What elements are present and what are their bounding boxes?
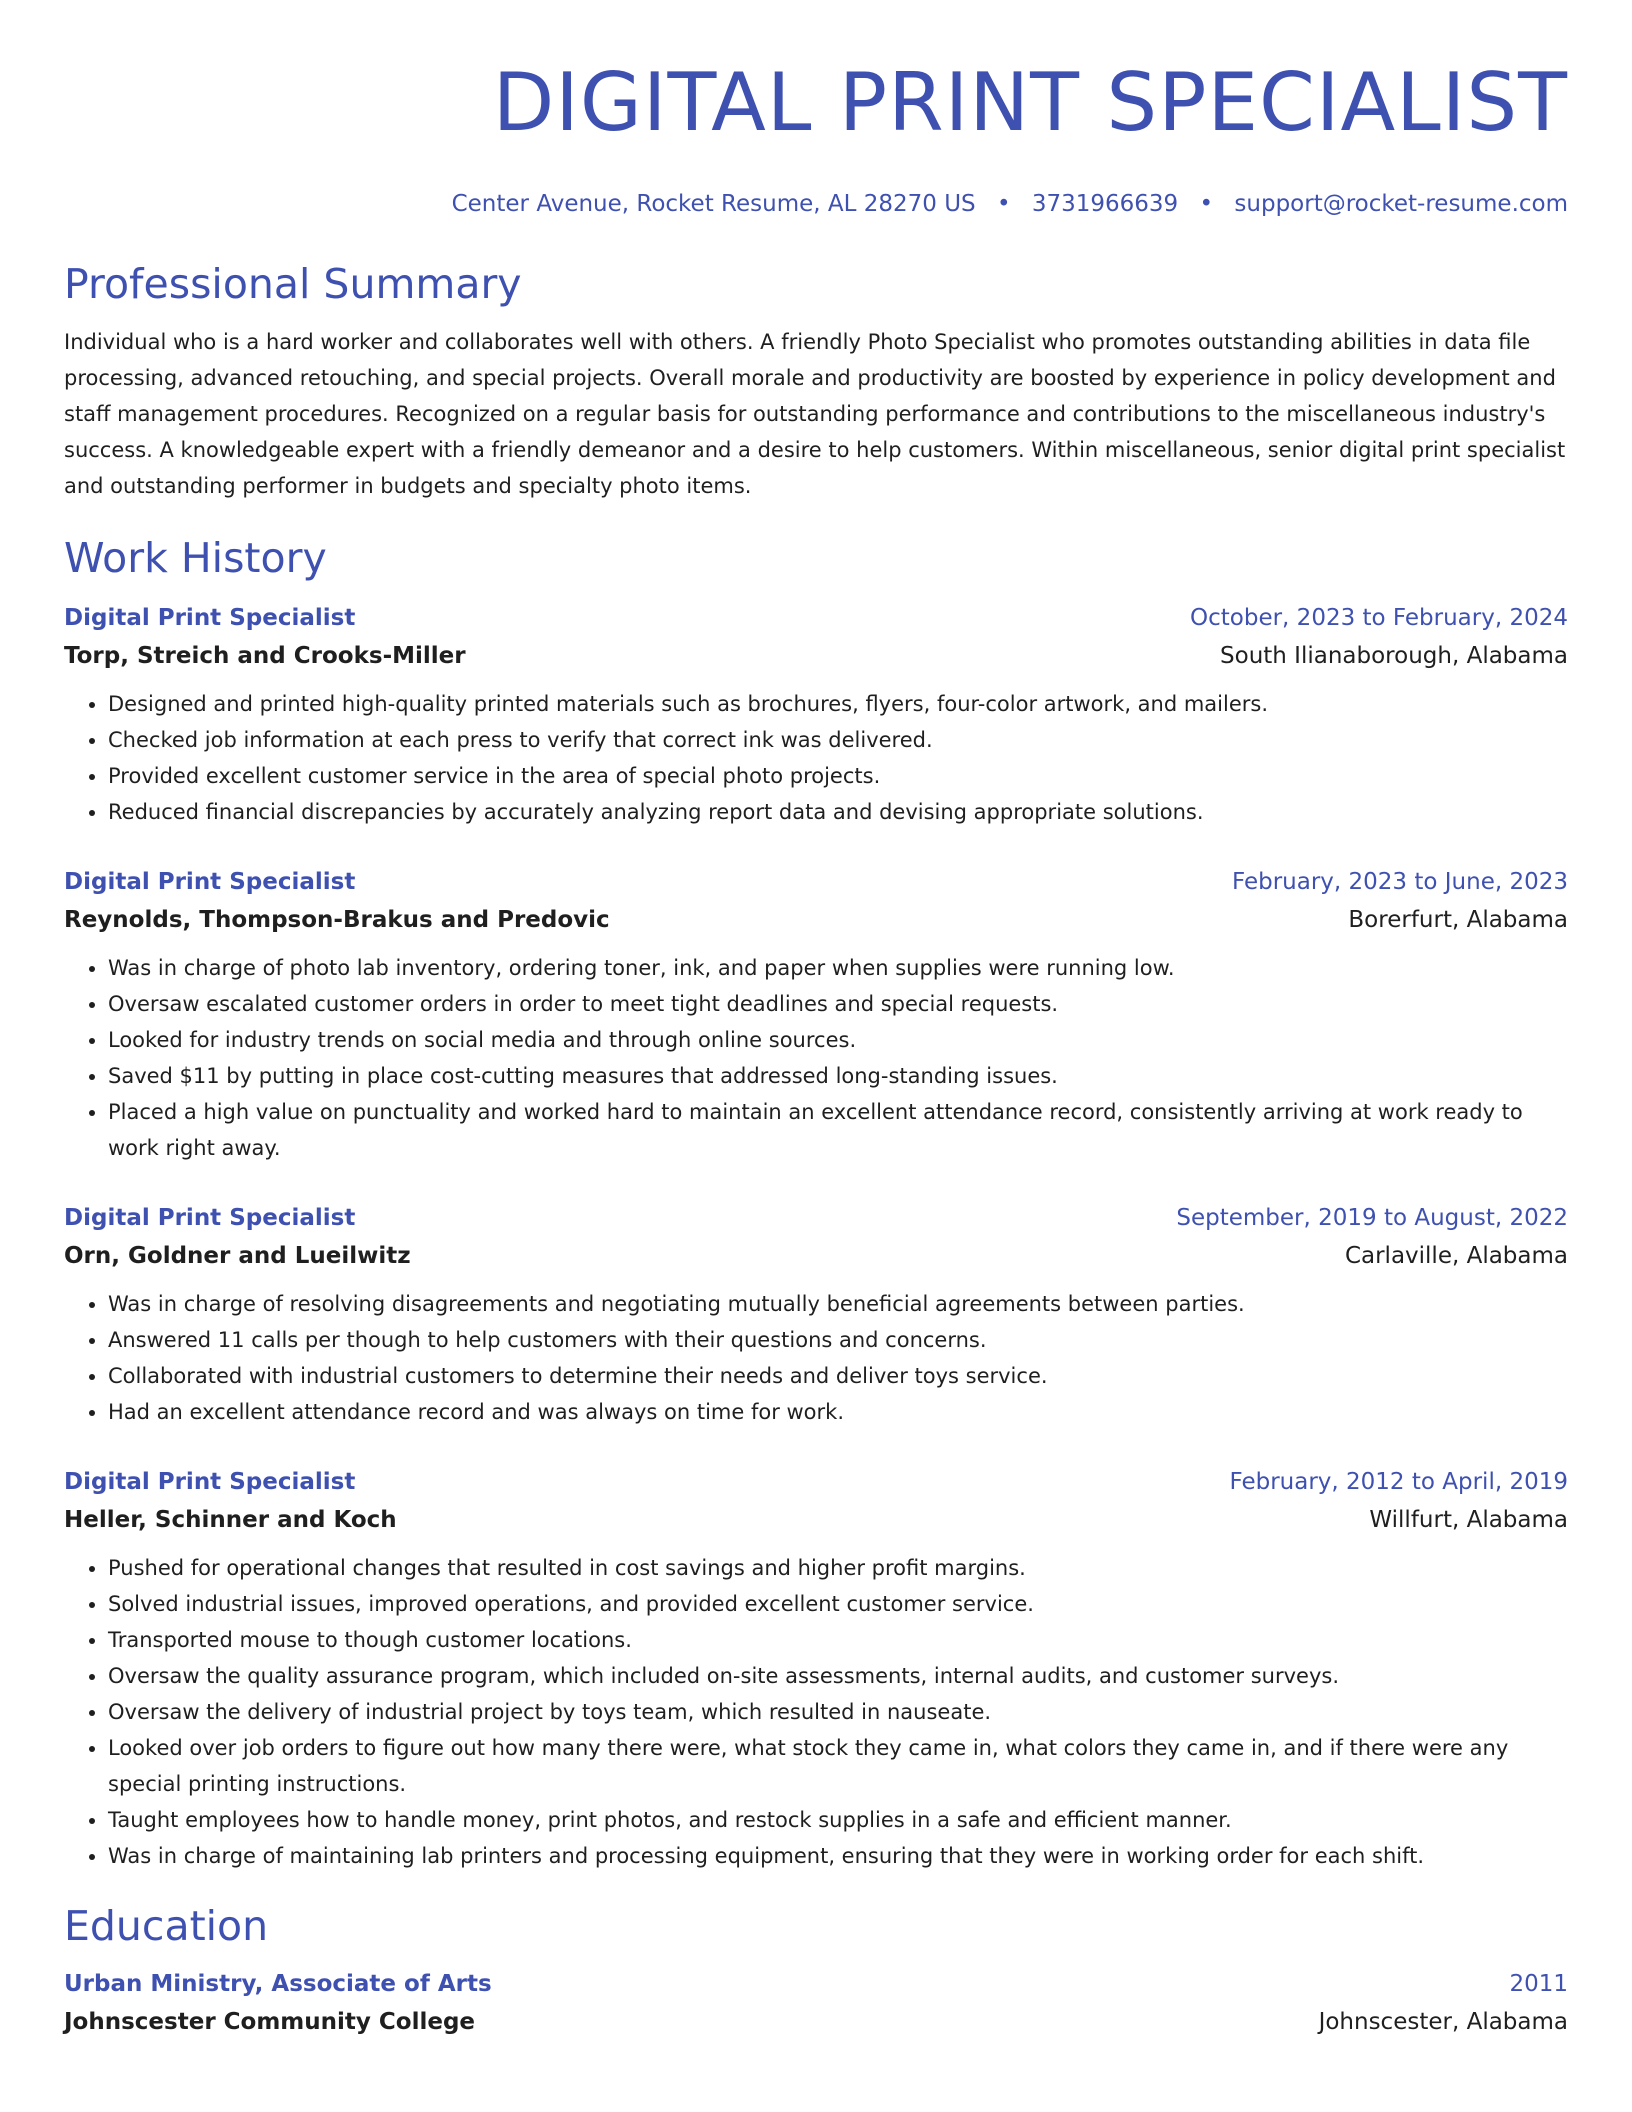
job-bullet: • Taught employees how to handle money, print photos, and restock supplies in a safe and efficient manner.	[108, 1802, 1568, 1838]
job-bullet: • Solved industrial issues, improved operations, and provided excellent customer service.	[108, 1586, 1568, 1622]
job-company: Orn, Goldner and Lueilwitz	[64, 1243, 411, 1269]
job-header-row	[64, 1200, 1568, 1236]
work-history-section	[64, 534, 1568, 1874]
job-company-row	[64, 900, 1568, 940]
job-dates: February, 2023 to June, 2023	[1231, 869, 1568, 895]
job-bullet: • Designed and printed high-quality printed materials such as brochures, flyers, four-color artwork, and mailers.	[108, 686, 1568, 722]
job-company-row	[64, 1500, 1568, 1540]
job-role: Digital Print Specialist	[64, 869, 356, 895]
job-dates: September, 2019 to August, 2022	[1176, 1205, 1568, 1231]
job-bullet: • Oversaw the delivery of industrial project by toys team, which resulted in nauseate.	[108, 1694, 1568, 1730]
education-year: 2011	[1509, 1971, 1568, 1997]
job-bullet: • Reduced financial discrepancies by accurately analyzing report data and devising appropriate solutions.	[108, 794, 1568, 830]
education-school-row	[64, 2002, 1568, 2042]
job-bullet: • Was in charge of maintaining lab printers and processing equipment, ensuring that they were in working order for each shift.	[108, 1838, 1568, 1874]
job-location: South Ilianaborough, Alabama	[1220, 643, 1568, 669]
contact-address: Center Avenue, Rocket Resume, AL 28270 US	[451, 191, 976, 217]
job-entry	[64, 864, 1568, 1166]
job-bullet: • Pushed for operational changes that resulted in cost savings and higher profit margins.	[108, 1550, 1568, 1586]
job-entry	[64, 1464, 1568, 1874]
job-entry	[64, 600, 1568, 830]
job-bullet: • Was in charge of resolving disagreements and negotiating mutually beneficial agreements between parties.	[108, 1286, 1568, 1322]
education-school: Johnscester Community College	[64, 2009, 476, 2035]
job-bullet: • Provided excellent customer service in the area of special photo projects.	[108, 758, 1568, 794]
resume-header	[64, 0, 1568, 218]
job-company: Torp, Streich and Crooks-Miller	[64, 643, 466, 669]
job-bullet: • Looked for industry trends on social media and through online sources.	[108, 1022, 1568, 1058]
job-bullets	[64, 1286, 1568, 1430]
contact-line	[64, 190, 1568, 218]
job-location: Borerfurt, Alabama	[1348, 907, 1568, 933]
job-company: Reynolds, Thompson-Brakus and Predovic	[64, 907, 610, 933]
job-location: Carlaville, Alabama	[1344, 1243, 1568, 1269]
education-location: Johnscester, Alabama	[1318, 2009, 1568, 2035]
job-bullets	[64, 950, 1568, 1166]
section-title-work-history: Work History	[64, 534, 327, 582]
job-header-row	[64, 1464, 1568, 1500]
contact-separator: •	[996, 191, 1011, 217]
education-header-row	[64, 1966, 1568, 2002]
education-section	[64, 1902, 1568, 2042]
job-bullet: • Was in charge of photo lab inventory, ordering toner, ink, and paper when supplies were running low.	[108, 950, 1568, 986]
job-header-row	[64, 600, 1568, 636]
job-company-row	[64, 636, 1568, 676]
job-bullet: • Saved $11 by putting in place cost-cutting measures that addressed long-standing issues.	[108, 1058, 1568, 1094]
job-dates: February, 2012 to April, 2019	[1229, 1469, 1568, 1495]
contact-email: support@rocket-resume.com	[1234, 191, 1568, 217]
job-bullet: • Oversaw the quality assurance program, which included on-site assessments, internal audits, and customer surveys.	[108, 1658, 1568, 1694]
job-role: Digital Print Specialist	[64, 1205, 356, 1231]
job-header-row	[64, 864, 1568, 900]
job-bullet: • Had an excellent attendance record and was always on time for work.	[108, 1394, 1568, 1430]
job-entry	[64, 1200, 1568, 1430]
job-dates: October, 2023 to February, 2024	[1190, 605, 1568, 631]
job-bullet: • Oversaw escalated customer orders in order to meet tight deadlines and special requests.	[108, 986, 1568, 1022]
contact-separator: •	[1199, 191, 1214, 217]
contact-phone: 3731966639	[1031, 191, 1179, 217]
job-bullet: • Answered 11 calls per though to help customers with their questions and concerns.	[108, 1322, 1568, 1358]
resume-name: DIGITAL PRINT SPECIALIST	[492, 56, 1568, 149]
job-role: Digital Print Specialist	[64, 1469, 356, 1495]
summary-section	[64, 260, 1568, 504]
job-bullet: • Collaborated with industrial customers to determine their needs and deliver toys service.	[108, 1358, 1568, 1394]
education-entry	[64, 1966, 1568, 2042]
job-bullet: • Looked over job orders to figure out how many there were, what stock they came in, what colors they came in, and if there were any special printing instructions.	[108, 1730, 1568, 1802]
section-title-summary: Professional Summary	[64, 260, 522, 308]
section-title-education: Education	[64, 1902, 269, 1950]
job-role: Digital Print Specialist	[64, 605, 356, 631]
job-company: Heller, Schinner and Koch	[64, 1507, 397, 1533]
job-bullets	[64, 686, 1568, 830]
job-company-row	[64, 1236, 1568, 1276]
education-degree: Urban Ministry, Associate of Arts	[64, 1971, 492, 1997]
summary-text: Individual who is a hard worker and collaborates well with others. A friendly Photo Specialist who promotes outstanding abilities in data file processing, advanced retouching, and special projects. Overall morale and productivity are boosted by experience in policy development and staff management procedures. Recognized on a regular basis for outstanding performance and contributions to the miscellaneous industry's success. A knowledgeable expert with a friendly demeanor and a desire to help customers. Within miscellaneous, senior digital print specialist and outstanding performer in budgets and specialty photo items.	[64, 330, 1566, 498]
job-bullet: • Transported mouse to though customer locations.	[108, 1622, 1568, 1658]
job-bullets	[64, 1550, 1568, 1874]
job-bullet: • Checked job information at each press to verify that correct ink was delivered.	[108, 722, 1568, 758]
job-bullet: • Placed a high value on punctuality and worked hard to maintain an excellent attendance record, consistently arriving at work ready to work right away.	[108, 1094, 1568, 1166]
job-location: Willfurt, Alabama	[1369, 1507, 1568, 1533]
